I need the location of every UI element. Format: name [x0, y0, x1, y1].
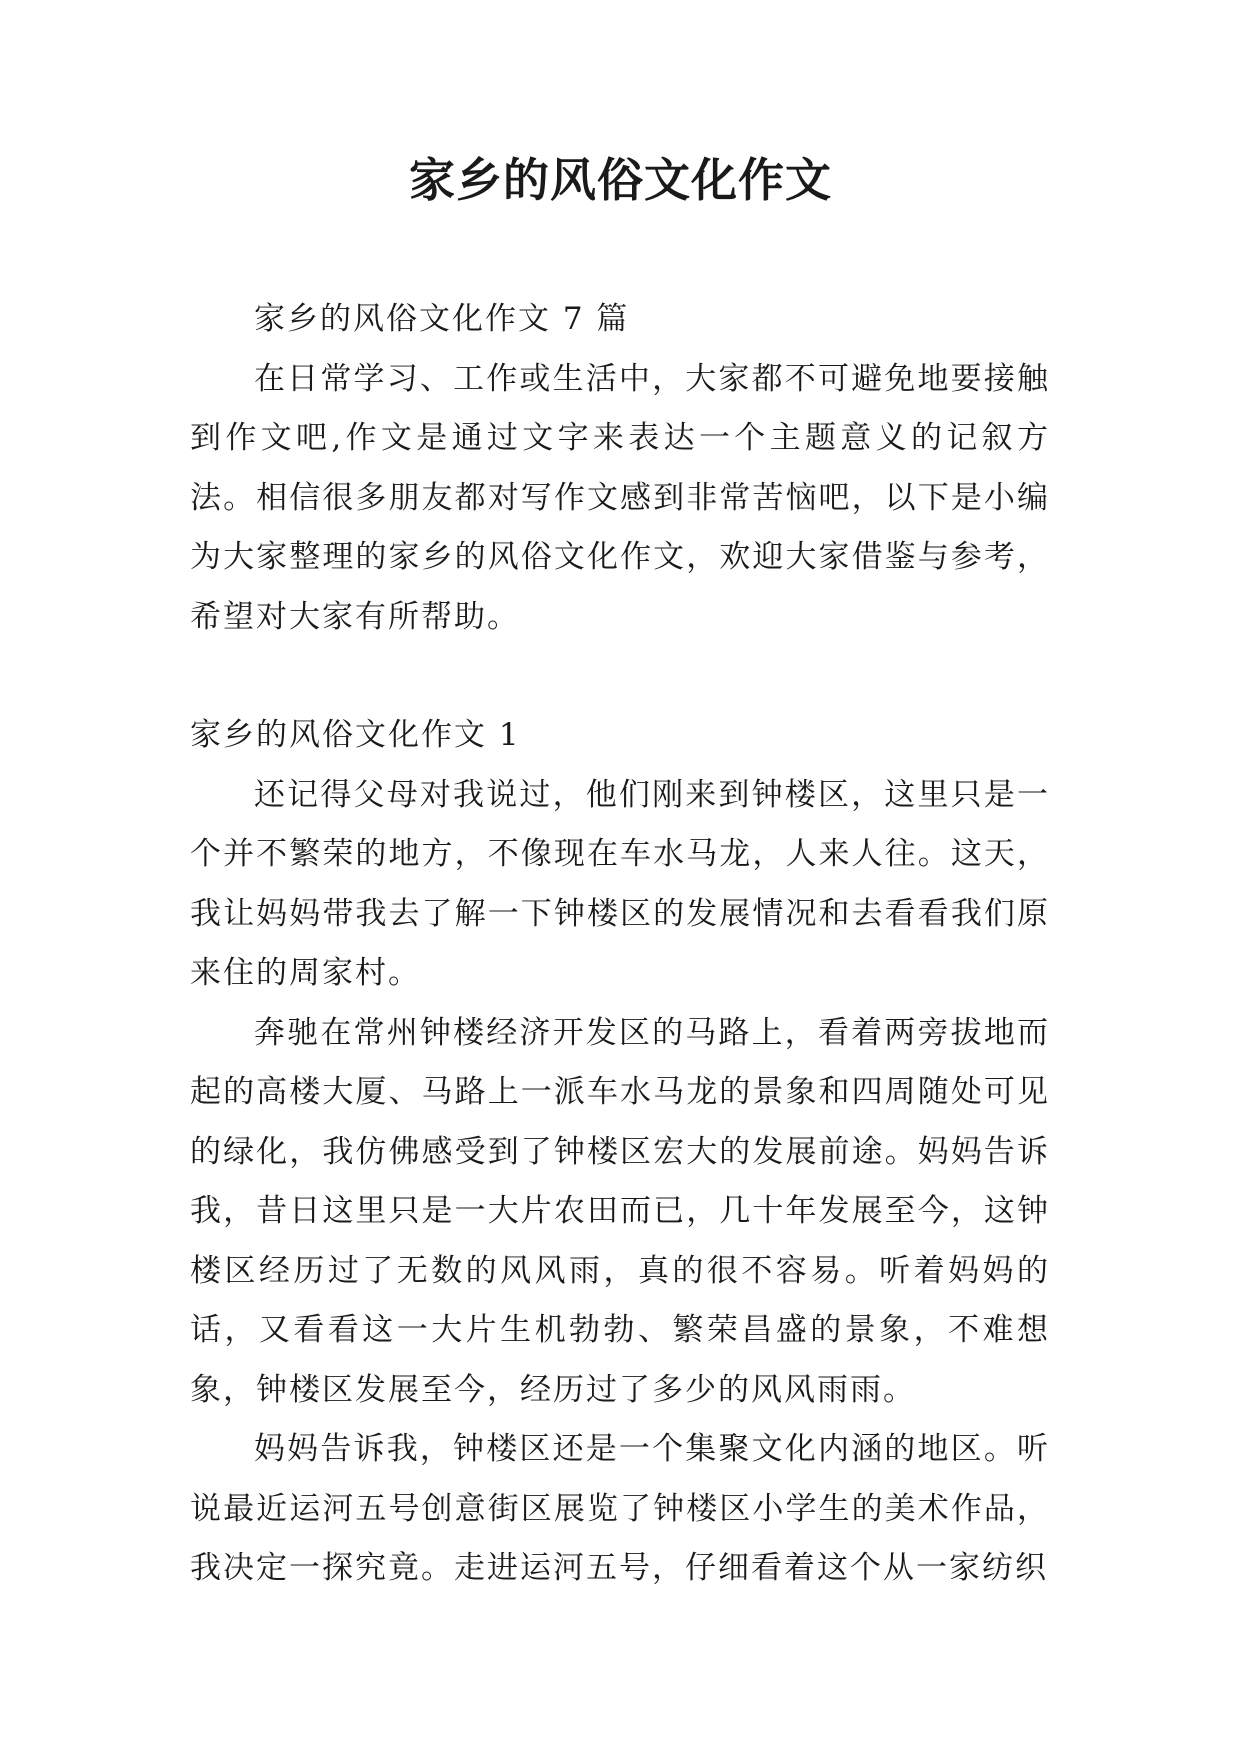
body-paragraph: 奔驰在常州钟楼经济开发区的马路上，看着两旁拔地而起的高楼大厦、马路上一派车水马龙的景象和四周随处可见的绿化，我仿佛感受到了钟楼区宏大的发展前途。妈妈告诉我，昔日这里只是一大片农田而已，几十年发展至今，这钟楼区经历过了无数的风风雨，真的很不容易。听着妈妈的话，又看看这一大片生机勃勃、繁荣昌盛的景象，不难想象，钟楼区发展至今，经历过了多少的风风雨雨。	[190, 1014, 1050, 1408]
body-paragraph: 还记得父母对我说过，他们刚来到钟楼区，这里只是一个并不繁荣的地方，不像现在车水马龙，人来人往。这天，我让妈妈带我去了解一下钟楼区的发展情况和去看看我们原来住的周家村。	[190, 776, 1050, 991]
document-title: 家乡的风俗文化作文	[409, 153, 832, 207]
body-paragraph: 妈妈告诉我，钟楼区还是一个集聚文化内涵的地区。听说最近运河五号创意街区展览了钟楼区小学生的美术作品，我决定一探究竟。走进运河五号，仔细看着这个从一家纺织	[190, 1431, 1050, 1586]
section-heading: 家乡的风俗文化作文 1	[190, 717, 521, 753]
document-body	[190, 290, 1050, 1599]
intro-paragraph: 在日常学习、工作或生活中，大家都不可避免地要接触到作文吧,作文是通过文字来表达一个主题意义的记叙方法。相信很多朋友都对写作文感到非常苦恼吧，以下是小编为大家整理的家乡的风俗文化作文，欢迎大家借鉴与参考，希望对大家有所帮助。	[190, 360, 1050, 635]
document-subtitle: 家乡的风俗文化作文 7 篇	[254, 301, 630, 337]
